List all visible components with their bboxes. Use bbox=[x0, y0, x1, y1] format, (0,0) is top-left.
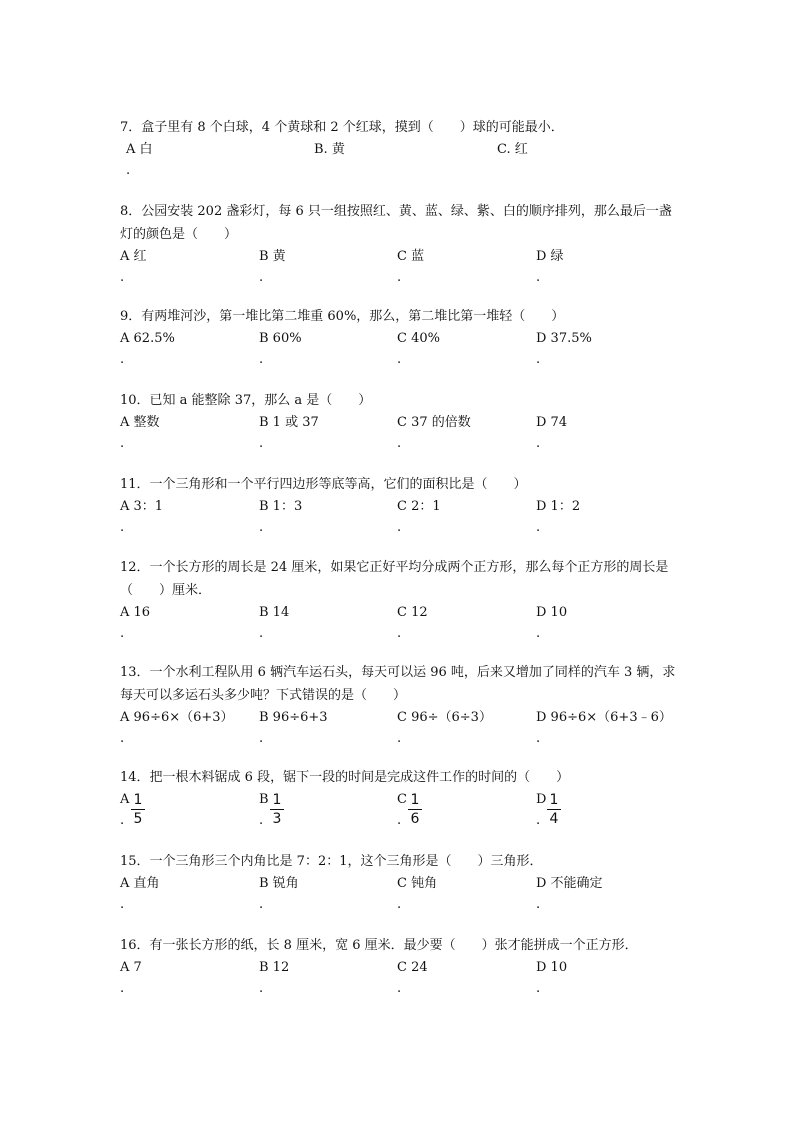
option-c: C 40% . bbox=[397, 331, 440, 367]
question-15 bbox=[120, 850, 680, 915]
option-c bbox=[491, 139, 528, 160]
option-row bbox=[120, 328, 680, 370]
fraction: 1 5 bbox=[131, 792, 145, 828]
question-12 bbox=[120, 556, 680, 644]
question-16 bbox=[120, 934, 680, 999]
option-a: A 96÷6×（6+3） . bbox=[120, 710, 234, 746]
option-d: D 74 . bbox=[536, 415, 568, 451]
option-c: C 24 . bbox=[397, 960, 428, 996]
option-b: B 1：3 . bbox=[259, 499, 303, 535]
question-10 bbox=[120, 389, 680, 454]
option-row bbox=[120, 707, 680, 749]
option-a: A 白 . bbox=[120, 139, 153, 181]
option-d: D 不能确定 . bbox=[536, 876, 603, 912]
question-13 bbox=[120, 661, 680, 749]
option-b: B 96÷6+3 . bbox=[259, 710, 328, 746]
question-stem: 11．一个三角形和一个平行四边形等底等高，它们的面积比是（ ） bbox=[120, 477, 527, 492]
option-d: D 37.5% . bbox=[536, 331, 592, 367]
question-stem: 9．有两堆河沙，第一堆比第二堆重 60%，那么，第二堆比第一堆轻（ ） bbox=[120, 309, 565, 324]
option-d: D 10 . bbox=[536, 605, 568, 641]
option-b: B 锐角 . bbox=[259, 876, 299, 912]
option-a: A 红 . bbox=[120, 249, 147, 285]
question-9 bbox=[120, 305, 680, 370]
option-row: A . 1 5 B . 1 3 C . 1 6 D . 1 4 bbox=[120, 789, 680, 835]
question-8 bbox=[120, 200, 680, 288]
question-stem: 13．一个水利工程队用 6 辆汽车运石头，每天可以运 96 吨，后来又增加了同样的汽车 3 辆，求每天可以多运石头多少吨？下式错误的是（ ） bbox=[120, 665, 676, 703]
option-b: B 60% . bbox=[259, 331, 302, 367]
option-c: C 96÷（6÷3） . bbox=[397, 710, 492, 746]
option-a: A 整数 . bbox=[120, 415, 160, 451]
fraction: 1 3 bbox=[270, 792, 284, 828]
option-d: D 10 . bbox=[536, 960, 568, 996]
option-c: C 钝角 . bbox=[397, 876, 438, 912]
option-row bbox=[120, 412, 680, 454]
option-a: A 62.5% . bbox=[120, 331, 175, 367]
option-label: A 白 bbox=[126, 142, 153, 157]
option-row bbox=[120, 139, 680, 181]
option-a: A 16 . bbox=[120, 605, 151, 641]
question-stem: 8．公园安装 202 盏彩灯，每 6 只一组按照红、黄、蓝、绿、紫、白的顺序排列，那么最后一盏灯的颜色是（ ） bbox=[120, 204, 672, 242]
option-c: C 37 的倍数 . bbox=[397, 415, 471, 451]
option-d: D 绿 . bbox=[536, 249, 564, 285]
question-stem: 16．有一张长方形的纸，长 8 厘米，宽 6 厘米．最少要（ ）张才能拼成一个正方形． bbox=[120, 938, 638, 953]
question-stem: 10．已知 a 能整除 37，那么 a 是（ ） bbox=[120, 393, 372, 408]
option-d: D 1：2 . bbox=[536, 499, 581, 535]
option-b: B 黄 . bbox=[259, 249, 286, 285]
question-stem: 7．盒子里有 8 个白球，4 个黄球和 2 个红球，摸到（ ）球的可能最小． bbox=[120, 120, 564, 135]
option-c: C 2：1 . bbox=[397, 499, 441, 535]
option-row bbox=[120, 246, 680, 288]
fraction: 1 6 bbox=[408, 792, 422, 828]
option-row bbox=[120, 496, 680, 538]
option-b bbox=[308, 139, 345, 160]
option-row bbox=[120, 602, 680, 644]
question-7 bbox=[120, 116, 680, 181]
question-stem: 15．一个三角形三个内角比是 7：2：1，这个三角形是（ ）三角形． bbox=[120, 854, 543, 869]
fraction: 1 4 bbox=[547, 792, 561, 828]
option-b: B 14 . bbox=[259, 605, 290, 641]
option-label: C. 红 bbox=[497, 142, 528, 157]
question-stem: 12．一个长方形的周长是 24 厘米，如果它正好平均分成两个正方形，那么每个正方形的周长是（ ）厘米． bbox=[120, 560, 669, 598]
option-c: C 蓝 . bbox=[397, 249, 425, 285]
question-stem: 14．把一根木料锯成 6 段，锯下一段的时间是完成这件工作的时间的（ ） bbox=[120, 770, 570, 785]
option-a: A 直角 . bbox=[120, 876, 160, 912]
question-11 bbox=[120, 473, 680, 538]
option-b: B 1 或 37 . bbox=[259, 415, 319, 451]
option-label: B. 黄 bbox=[314, 142, 345, 157]
option-row bbox=[120, 957, 680, 999]
option-a: A 3：1 . bbox=[120, 499, 164, 535]
question-14 bbox=[120, 766, 680, 835]
option-c: C 12 . bbox=[397, 605, 428, 641]
option-b: B 12 . bbox=[259, 960, 290, 996]
option-row bbox=[120, 873, 680, 915]
option-d: D 96÷6×（6+3﹣6） . bbox=[536, 710, 672, 746]
option-a: A 7 . bbox=[120, 960, 142, 996]
